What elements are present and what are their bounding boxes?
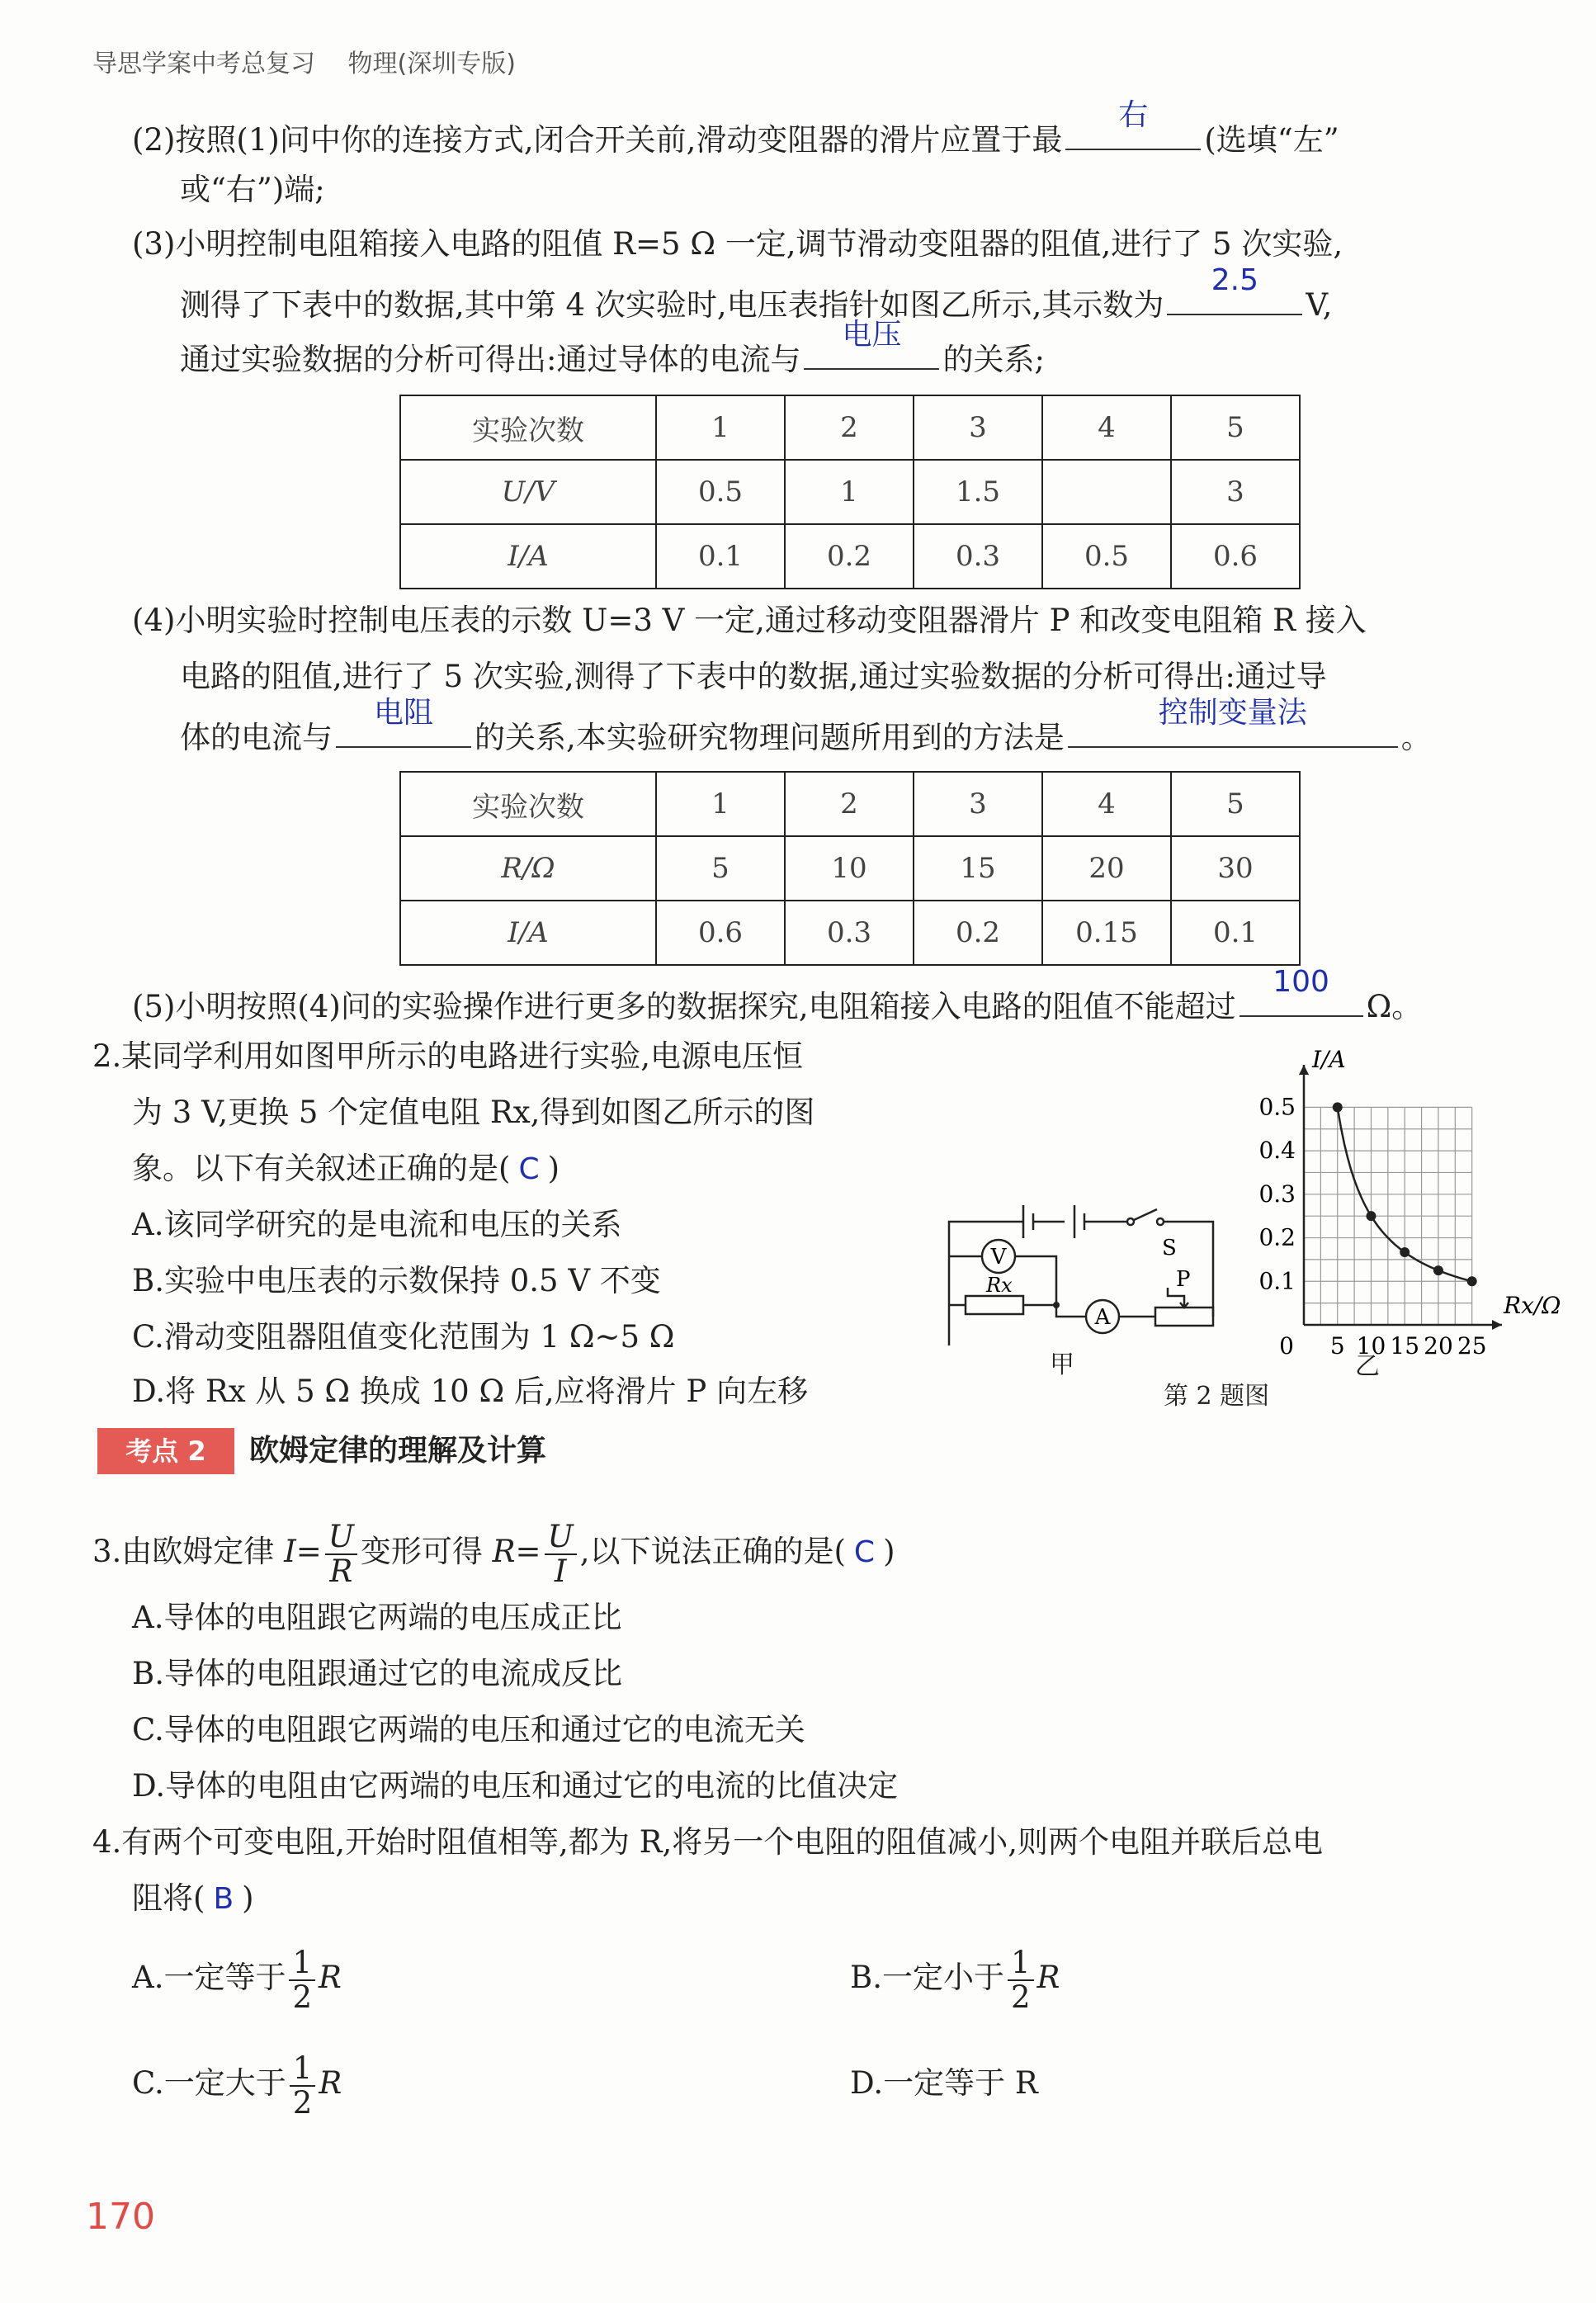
q1-part4-line3: 体的电流与 电阻 的关系,本实验研究物理问题所用到的方法是 控制变量法 。 — [180, 696, 1432, 755]
q2-option-c: C.滑动变阻器阻值变化范围为 1 Ω~5 Ω — [132, 1319, 675, 1355]
y-axis-label: I/A — [1312, 1046, 1346, 1073]
circuit-diagram — [941, 1172, 1230, 1387]
graph-caption: 乙 — [1355, 1352, 1380, 1381]
y-tick-label: 0.4 — [1258, 1137, 1296, 1165]
q1-part3-line3: 通过实验数据的分析可得出:通过导体的电流与 电压 的关系; — [180, 318, 1045, 377]
q2-option-d: D.将 Rx 从 5 Ω 换成 10 Ω 后,应将滑片 P 向左移 — [132, 1374, 809, 1409]
x-tick-label: 20 — [1424, 1332, 1453, 1360]
resistor-label: Rx — [986, 1274, 1013, 1297]
table-row: I/A 0.6 0.3 0.2 0.15 0.1 — [400, 901, 1300, 965]
y-tick-label: 0.1 — [1258, 1267, 1296, 1295]
q2-option-a: A.该同学研究的是电流和电压的关系 — [132, 1207, 622, 1242]
q2-option-b: B.实验中电压表的示数保持 0.5 V 不变 — [132, 1263, 661, 1298]
data-point — [1467, 1276, 1477, 1286]
origin-label: 0 — [1279, 1332, 1294, 1360]
table-row: U/V 0.5 1 1.5 3 — [400, 460, 1300, 524]
section-title: 欧姆定律的理解及计算 — [249, 1434, 547, 1468]
page-number: 170 — [86, 2196, 155, 2238]
circuit-caption: 甲 — [1050, 1350, 1074, 1379]
y-tick-label: 0.5 — [1258, 1093, 1296, 1121]
formula-fraction: $\frac{U}{R}$ — [325, 1520, 357, 1588]
q3-option-d: D.导体的电阻由它两端的电压和通过它的电流的比值决定 — [132, 1768, 899, 1804]
x-tick-label: 15 — [1390, 1332, 1420, 1360]
q3-option-c: C.导体的电阻跟它两端的电压和通过它的电流无关 — [132, 1712, 805, 1747]
q3-stem: 3.由欧姆定律 I= $\frac{U}{R}$ 变形可得 R= $\frac{U}{I}$ ,以下说法正确的是( C ) — [92, 1518, 895, 1589]
q1-part5-line: (5)小明按照(4)问的实验操作进行更多的数据探究,电阻箱接入电路的阻值不能超过 100 Ω。 — [132, 965, 1423, 1024]
q1-part4-line2: 电路的阻值,进行了 5 次实验,测得了下表中的数据,通过实验数据的分析可得出:通过导 — [180, 659, 1327, 694]
ammeter-symbol: A — [1094, 1305, 1111, 1330]
table-row: I/A 0.1 0.2 0.3 0.5 0.6 — [400, 524, 1300, 589]
table-row: R/Ω 5 10 15 20 30 — [400, 836, 1300, 901]
answer-blank: 2.5 — [1167, 281, 1302, 315]
voltmeter-symbol: V — [990, 1245, 1007, 1270]
answer-blank: 电压 — [804, 335, 939, 370]
q2-line1: 2.某同学利用如图甲所示的电路进行实验,电源电压恒 — [92, 1038, 804, 1074]
switch-label: S — [1162, 1236, 1177, 1260]
y-tick-label: 0.2 — [1258, 1223, 1296, 1251]
data-point — [1433, 1265, 1443, 1275]
x-tick-label: 10 — [1356, 1332, 1386, 1360]
q1-part4-line1: (4)小明实验时控制电压表的示数 U=3 V 一定,通过移动变阻器滑片 P 和改变电阻箱 R 接入 — [132, 603, 1367, 638]
table-row: 实验次数 1 2 3 4 5 — [400, 772, 1300, 836]
running-header — [92, 43, 541, 79]
y-axis-arrow — [1299, 1065, 1309, 1075]
q4-line1: 4.有两个可变电阻,开始时阻值相等,都为 R,将另一个电阻的阻值减小,则两个电阻并联后总电 — [92, 1824, 1323, 1860]
q1-part3-line2: 测得了下表中的数据,其中第 4 次实验时,电压表指针如图乙所示,其示数为 2.5 V, — [180, 263, 1333, 323]
formula-fraction: $\frac{U}{I}$ — [545, 1520, 577, 1588]
x-axis-label: Rx/Ω — [1504, 1292, 1561, 1319]
answer-blank: 电阻 — [336, 713, 471, 748]
data-point — [1400, 1247, 1409, 1257]
answer-blank: 控制变量法 — [1068, 713, 1398, 748]
q4-line2: 阻将( B ) — [132, 1880, 254, 1916]
q1-part2-line1: (2)按照(1)问中你的连接方式,闭合开关前,滑动变阻器的滑片应置于最 右 (选填“左” — [132, 98, 1339, 158]
q2-line2: 为 3 V,更换 5 个定值电阻 Rx,得到如图乙所示的图 — [132, 1095, 815, 1130]
subject-title: 物理(深圳专版) — [347, 50, 516, 78]
q4-option-d: D.一定等于 R — [850, 2065, 1038, 2101]
figure-caption: 第 2 题图 — [1164, 1382, 1270, 1411]
q4-option-b: B.一定小于 $\frac{1}{2}$ R — [850, 1944, 1060, 2015]
q1-part3-line1: (3)小明控制电阻箱接入电路的阻值 R=5 Ω 一定,调节滑动变阻器的阻值,进行了 5 次实验, — [132, 226, 1343, 262]
q1-part2-line2: 或“右”)端; — [180, 172, 325, 207]
answer-blank: 100 — [1239, 982, 1363, 1017]
q3-option-b: B.导体的电阻跟通过它的电流成反比 — [132, 1656, 622, 1691]
data-point — [1366, 1211, 1376, 1221]
current-resistance-graph — [1213, 1032, 1561, 1378]
data-point — [1333, 1102, 1343, 1112]
x-tick-label: 25 — [1457, 1332, 1487, 1360]
data-table-2 — [399, 771, 1301, 966]
book-title: 导思学案中考总复习 — [92, 50, 315, 78]
data-table-1 — [399, 395, 1301, 589]
x-axis-arrow — [1492, 1320, 1502, 1330]
q4-option-a: A.一定等于 $\frac{1}{2}$ R — [132, 1944, 342, 2015]
q4-option-c: C.一定大于 $\frac{1}{2}$ R — [132, 2050, 342, 2121]
x-tick-label: 5 — [1329, 1332, 1345, 1360]
q3-option-a: A.导体的电阻跟它两端的电压成正比 — [132, 1600, 622, 1635]
section-tag: 考点 2 — [97, 1428, 234, 1474]
table-row: 实验次数 1 2 3 4 5 — [400, 395, 1300, 460]
slider-label: P — [1176, 1267, 1191, 1292]
y-tick-label: 0.3 — [1258, 1180, 1296, 1208]
answer-blank: 右 — [1065, 116, 1201, 150]
q2-line3: 象。以下有关叙述正确的是( C ) — [132, 1151, 560, 1186]
